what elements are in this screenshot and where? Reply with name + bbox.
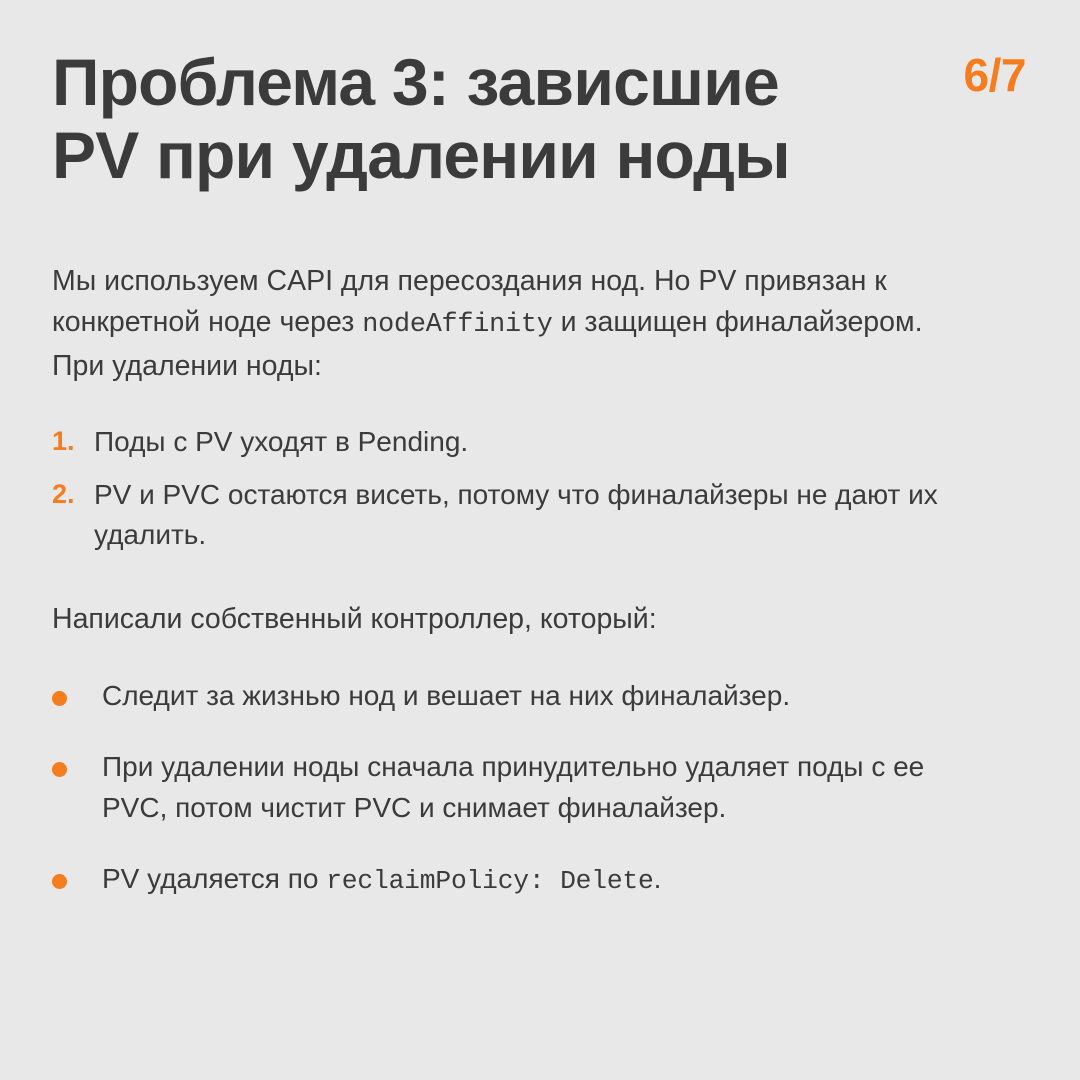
subintro-paragraph: Написали собственный контроллер, который: — [52, 602, 657, 635]
list-item-marker: 2. — [52, 479, 75, 510]
bullet-dot-icon — [52, 859, 102, 889]
list-item-text — [102, 676, 790, 717]
list-item-text — [102, 747, 962, 829]
numbered-list — [52, 422, 1028, 555]
page-counter: 6/7 — [963, 49, 1026, 101]
list-item-marker: 1. — [52, 425, 75, 456]
intro-paragraph — [52, 261, 982, 388]
intro-text-part1: Мы используем CAPI для пересоздания нод. Но PV привязан к конкретной ноде через — [52, 264, 887, 339]
bullet-dot-icon — [52, 676, 102, 706]
list-item-text — [102, 859, 661, 900]
page-title: Проблема 3: зависшие PV при удалении ноды — [52, 45, 790, 193]
list-item — [52, 422, 1028, 462]
list-item — [52, 676, 1028, 717]
intro-code-nodeaffinity: nodeAffinity — [362, 310, 553, 341]
list-item — [52, 859, 1028, 900]
bullet-text-tail: . — [653, 862, 662, 894]
list-item-text: PV и PVC остаются висеть, потому что финалайзеры не дают их удалить. — [94, 479, 938, 551]
list-item — [52, 747, 1028, 829]
bullet-list — [52, 676, 1028, 900]
bullet-code-reclaimpolicy: reclaimPolicy: Delete — [326, 865, 654, 896]
bullet-text-main: PV удаляется по — [102, 862, 327, 894]
intro-text-part2: и защищен финалайзером. При удалении ноды: — [52, 306, 923, 382]
bullet-text-main: При удалении ноды сначала принудительно удаляет поды с ее PVC, потом чистит PVC и снимает финалайзер. — [102, 751, 925, 823]
bullet-text-main: Следит за жизнью нод и вешает на них финалайзер. — [102, 680, 791, 712]
bullet-dot-icon — [52, 747, 102, 777]
list-item-text: Поды с PV уходят в Pending. — [94, 425, 469, 457]
list-item — [52, 475, 1028, 555]
